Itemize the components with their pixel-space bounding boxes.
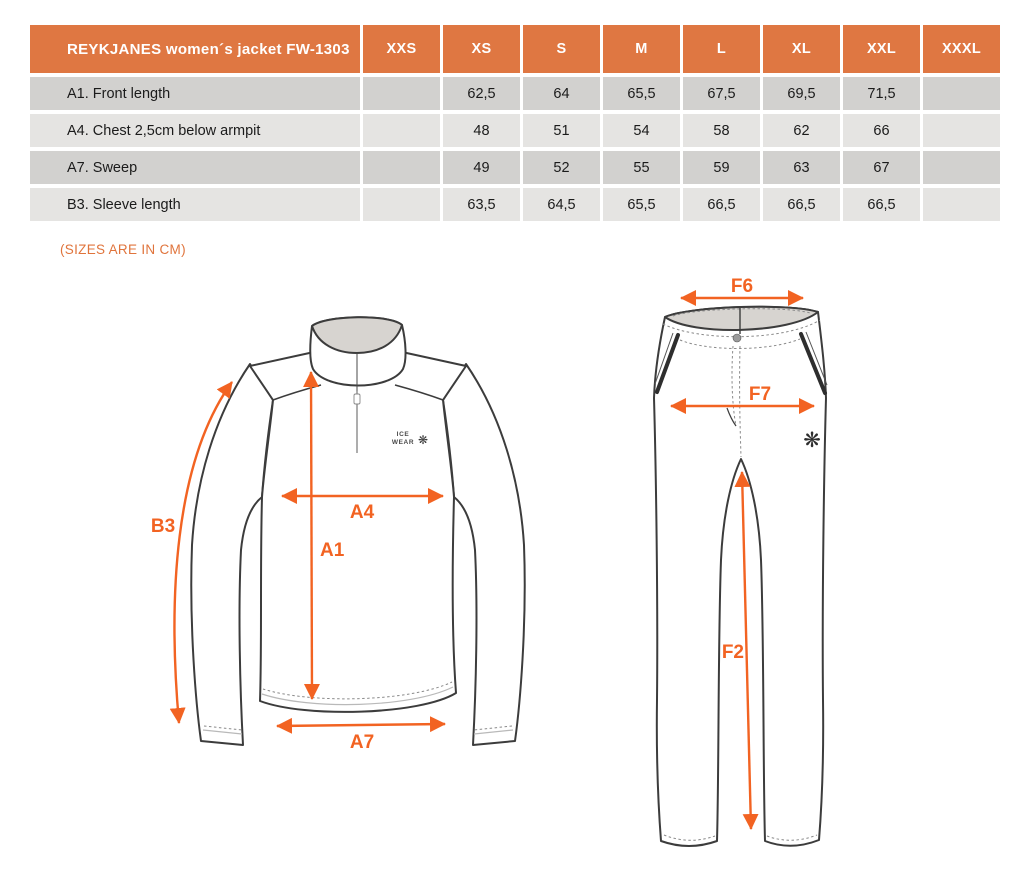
measurement-label: A1. Front length (30, 77, 360, 110)
table-row (30, 77, 1000, 110)
size-value-cell: 66,5 (763, 188, 840, 221)
size-value-cell: 69,5 (763, 77, 840, 110)
size-value-cell: 64,5 (523, 188, 600, 221)
measurement-label: A7. Sweep (30, 151, 360, 184)
table-row (30, 114, 1000, 147)
f6-label: F6 (730, 276, 754, 297)
a7-arrow (277, 724, 445, 726)
size-header-xxxl: XXXL (923, 25, 1000, 73)
table-row (30, 188, 1000, 221)
pants-diagram (654, 276, 827, 846)
f2-label: F2 (721, 642, 744, 663)
jacket-body (250, 352, 466, 712)
size-value-cell: 62 (763, 114, 840, 147)
a7-label: A7 (349, 732, 375, 753)
size-value-cell: 54 (603, 114, 680, 147)
size-value-cell: 48 (443, 114, 520, 147)
logo-text-line1: ICE (396, 431, 410, 438)
size-value-cell (363, 188, 440, 221)
jacket-diagram (151, 317, 525, 753)
f7-label: F7 (748, 384, 772, 405)
sizes-note: (SIZES ARE IN CM) (60, 242, 186, 257)
size-value-cell: 52 (523, 151, 600, 184)
size-value-cell: 66,5 (843, 188, 920, 221)
size-header-xxs: XXS (363, 25, 440, 73)
size-header-l: L (683, 25, 760, 73)
size-value-cell: 58 (683, 114, 760, 147)
size-value-cell: 66 (843, 114, 920, 147)
size-value-cell: 65,5 (603, 188, 680, 221)
snowflake-icon: ❋ (417, 433, 429, 447)
size-value-cell (923, 151, 1000, 184)
size-value-cell (363, 114, 440, 147)
size-value-cell (363, 151, 440, 184)
size-value-cell: 49 (443, 151, 520, 184)
size-header-s: S (523, 25, 600, 73)
size-header-xl: XL (763, 25, 840, 73)
size-value-cell: 63 (763, 151, 840, 184)
table-row (30, 151, 1000, 184)
a1-arrow (311, 372, 312, 699)
size-value-cell: 55 (603, 151, 680, 184)
logo-text-line2: WEAR (391, 439, 415, 446)
measurement-label: B3. Sleeve length (30, 188, 360, 221)
size-value-cell (923, 77, 1000, 110)
size-value-cell: 67,5 (683, 77, 760, 110)
table-title-cell: REYKJANES women´s jacket FW-1303 (30, 25, 360, 73)
size-value-cell (923, 114, 1000, 147)
size-header-m: M (603, 25, 680, 73)
size-value-cell (363, 77, 440, 110)
zipper-pull (354, 394, 360, 404)
snowflake-icon: ❋ (803, 429, 821, 452)
size-header-xs: XS (443, 25, 520, 73)
measurement-label: A4. Chest 2,5cm below armpit (30, 114, 360, 147)
waist-button (733, 334, 741, 342)
a4-label: A4 (349, 502, 375, 523)
size-value-cell: 59 (683, 151, 760, 184)
a1-label: A1 (320, 540, 345, 561)
table-header-row (30, 25, 1000, 73)
measurement-diagrams (0, 270, 1033, 888)
size-table (27, 21, 1003, 225)
size-value-cell: 63,5 (443, 188, 520, 221)
b3-label: B3 (150, 516, 176, 537)
size-value-cell: 65,5 (603, 77, 680, 110)
size-value-cell: 66,5 (683, 188, 760, 221)
size-value-cell: 67 (843, 151, 920, 184)
size-value-cell: 62,5 (443, 77, 520, 110)
size-value-cell: 51 (523, 114, 600, 147)
size-value-cell (923, 188, 1000, 221)
size-header-xxl: XXL (843, 25, 920, 73)
size-value-cell: 71,5 (843, 77, 920, 110)
size-value-cell: 64 (523, 77, 600, 110)
